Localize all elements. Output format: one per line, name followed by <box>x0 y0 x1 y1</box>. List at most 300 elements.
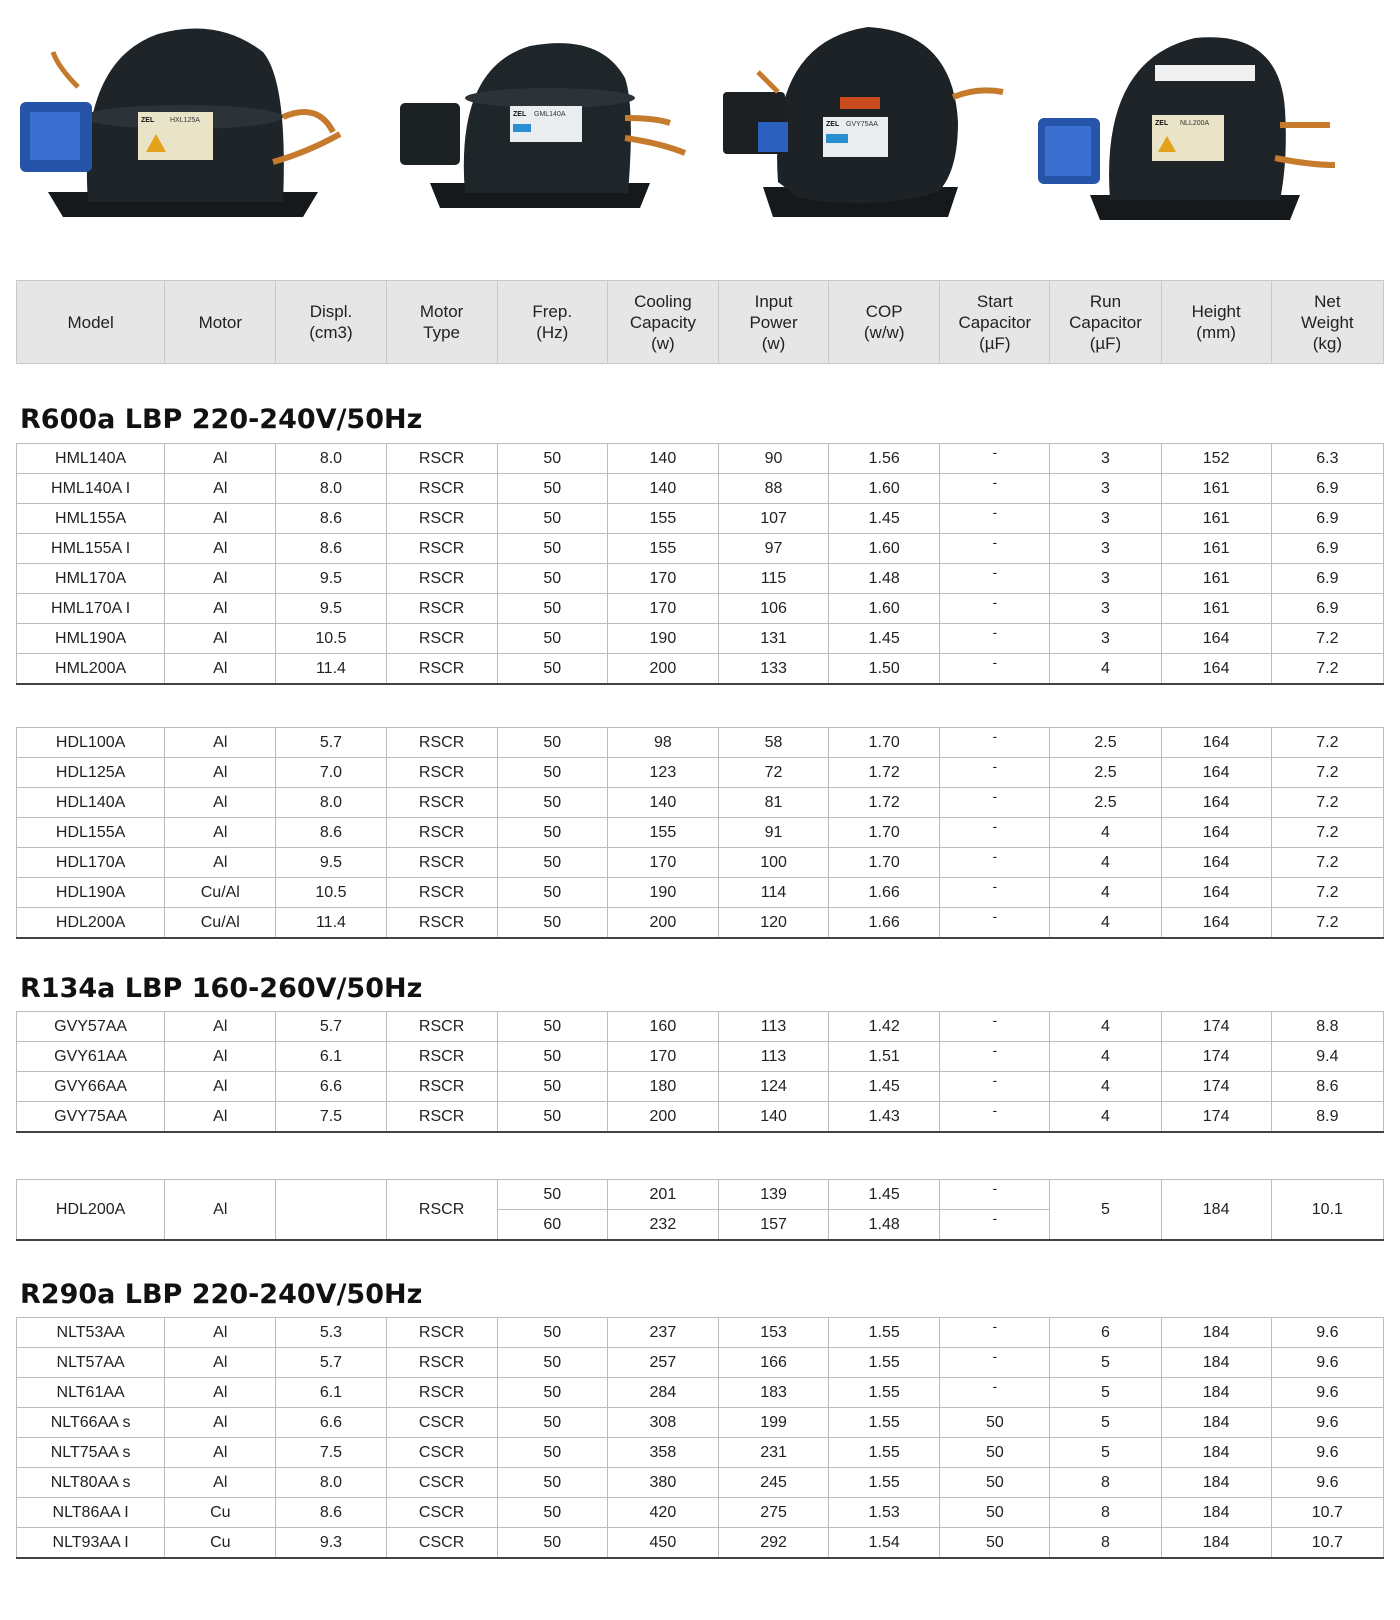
cell-displ: 8.0 <box>276 1468 386 1498</box>
header-frequency: Frep. (Hz) <box>497 281 607 364</box>
header-input-power: Input Power (w) <box>718 281 828 364</box>
cell-motor-type: RSCR <box>386 444 497 474</box>
cell-motor: Cu <box>165 1528 276 1559</box>
table-row <box>17 1180 1384 1210</box>
cell-start-capacitor: - <box>940 1012 1050 1042</box>
table-row <box>17 1042 1384 1072</box>
cell-run-capacitor: 8 <box>1050 1468 1161 1498</box>
cell-run-capacitor: 3 <box>1050 594 1161 624</box>
cell-net-weight: 7.2 <box>1271 728 1383 758</box>
cell-net-weight: 8.6 <box>1271 1072 1383 1102</box>
cell-motor-type: CSCR <box>386 1528 497 1559</box>
spec-table-r600a-hml <box>16 443 1384 685</box>
cell-cop: 1.70 <box>829 728 940 758</box>
cell-cooling-capacity: 190 <box>607 624 718 654</box>
cell-height: 164 <box>1161 908 1271 939</box>
cell-cooling-capacity: 140 <box>607 788 718 818</box>
cell-height: 161 <box>1161 594 1271 624</box>
cell-cop: 1.55 <box>829 1348 940 1378</box>
table-row <box>17 1012 1384 1042</box>
cell-displ: 10.5 <box>276 624 386 654</box>
cell-cooling-capacity: 237 <box>607 1318 718 1348</box>
header-row <box>17 281 1384 364</box>
cell-height: 184 <box>1161 1498 1271 1528</box>
table-row <box>17 474 1384 504</box>
cell-input-power: 199 <box>718 1408 828 1438</box>
cell-net-weight: 9.6 <box>1271 1408 1383 1438</box>
cell-start-capacitor: - <box>940 1102 1050 1133</box>
cell-run-capacitor: 3 <box>1050 564 1161 594</box>
cell-start-capacitor: - <box>940 878 1050 908</box>
cell-height: 184 <box>1161 1438 1271 1468</box>
cell-height: 174 <box>1161 1102 1271 1133</box>
cell-input-power: 139 <box>718 1180 828 1210</box>
cell-motor-type: RSCR <box>386 1318 497 1348</box>
cell-start-capacitor: - <box>940 1180 1050 1210</box>
cell-cooling-capacity: 155 <box>607 534 718 564</box>
cell-motor-type: RSCR <box>386 908 497 939</box>
cell-input-power: 131 <box>718 624 828 654</box>
cell-input-power: 124 <box>718 1072 828 1102</box>
cell-start-capacitor: - <box>940 534 1050 564</box>
cell-start-capacitor: - <box>940 594 1050 624</box>
cell-motor-type: RSCR <box>386 594 497 624</box>
cell-motor-type: CSCR <box>386 1438 497 1468</box>
cell-run-capacitor: 4 <box>1050 848 1161 878</box>
cell-net-weight: 9.6 <box>1271 1378 1383 1408</box>
cell-motor: Al <box>165 1348 276 1378</box>
cell-frequency: 50 <box>497 1528 607 1559</box>
cell-height: 184 <box>1161 1468 1271 1498</box>
cell-motor: Al <box>165 534 276 564</box>
svg-text:ZEL: ZEL <box>513 111 527 118</box>
cell-frequency: 50 <box>497 818 607 848</box>
cell-run-capacitor: 4 <box>1050 1102 1161 1133</box>
cell-motor: Al <box>165 1438 276 1468</box>
cell-cooling-capacity: 308 <box>607 1408 718 1438</box>
cell-model: HDL125A <box>17 758 165 788</box>
cell-displ: 9.5 <box>276 564 386 594</box>
cell-height: 184 <box>1161 1318 1271 1348</box>
cell-cop: 1.55 <box>829 1438 940 1468</box>
cell-frequency: 50 <box>497 728 607 758</box>
cell-model: HML140A <box>17 444 165 474</box>
cell-start-capacitor: - <box>940 654 1050 685</box>
cell-frequency: 50 <box>497 564 607 594</box>
cell-model: NLT53AA <box>17 1318 165 1348</box>
compressor-image-3 <box>718 22 1008 222</box>
cell-frequency: 50 <box>497 878 607 908</box>
cell-start-capacitor: - <box>940 564 1050 594</box>
cell-run-capacitor: 3 <box>1050 474 1161 504</box>
cell-displ: 8.0 <box>276 788 386 818</box>
cell-motor-type: RSCR <box>386 504 497 534</box>
cell-motor: Al <box>165 1102 276 1133</box>
cell-cop: 1.53 <box>829 1498 940 1528</box>
cell-motor: Al <box>165 758 276 788</box>
cell-model: NLT80AA s <box>17 1468 165 1498</box>
cell-displ: 6.1 <box>276 1378 386 1408</box>
cell-displ: 5.7 <box>276 728 386 758</box>
cell-start-capacitor: 50 <box>940 1528 1050 1559</box>
cell-displ: 8.6 <box>276 1498 386 1528</box>
cell-input-power: 140 <box>718 1102 828 1133</box>
cell-model: HML155A I <box>17 534 165 564</box>
cell-frequency: 50 <box>497 654 607 685</box>
cell-motor: Al <box>165 1408 276 1438</box>
table-row <box>17 654 1384 685</box>
cell-input-power: 90 <box>718 444 828 474</box>
cell-input-power: 292 <box>718 1528 828 1559</box>
cell-cop: 1.45 <box>829 624 940 654</box>
cell-run-capacitor: 5 <box>1050 1408 1161 1438</box>
cell-net-weight: 6.9 <box>1271 564 1383 594</box>
cell-start-capacitor: - <box>940 1072 1050 1102</box>
cell-input-power: 97 <box>718 534 828 564</box>
cell-frequency: 50 <box>497 1498 607 1528</box>
cell-motor: Al <box>165 474 276 504</box>
cell-height: 164 <box>1161 878 1271 908</box>
cell-cop: 1.42 <box>829 1012 940 1042</box>
cell-cooling-capacity: 170 <box>607 1042 718 1072</box>
cell-displ: 7.5 <box>276 1438 386 1468</box>
cell-frequency: 50 <box>497 1468 607 1498</box>
cell-net-weight: 8.8 <box>1271 1012 1383 1042</box>
cell-cop: 1.72 <box>829 788 940 818</box>
cell-displ: 7.5 <box>276 1102 386 1133</box>
cell-motor: Al <box>165 564 276 594</box>
cell-cooling-capacity: 358 <box>607 1438 718 1468</box>
cell-height: 161 <box>1161 564 1271 594</box>
cell-input-power: 153 <box>718 1318 828 1348</box>
cell-run-capacitor: 5 <box>1050 1180 1161 1241</box>
header-motor: Motor <box>165 281 276 364</box>
cell-net-weight: 9.6 <box>1271 1348 1383 1378</box>
cell-frequency: 50 <box>497 534 607 564</box>
section-title: R134a LBP 160-260V/50Hz <box>20 973 423 1004</box>
table-row <box>17 1318 1384 1348</box>
cell-run-capacitor: 3 <box>1050 504 1161 534</box>
cell-motor: Al <box>165 1318 276 1348</box>
cell-model: HML170A I <box>17 594 165 624</box>
cell-net-weight: 10.7 <box>1271 1528 1383 1559</box>
cell-motor-type: RSCR <box>386 878 497 908</box>
cell-displ: 11.4 <box>276 654 386 685</box>
cell-displ: 8.0 <box>276 444 386 474</box>
cell-frequency: 50 <box>497 1408 607 1438</box>
cell-net-weight: 9.6 <box>1271 1438 1383 1468</box>
cell-run-capacitor: 2.5 <box>1050 788 1161 818</box>
cell-input-power: 91 <box>718 818 828 848</box>
cell-frequency: 50 <box>497 594 607 624</box>
cell-run-capacitor: 4 <box>1050 1042 1161 1072</box>
cell-start-capacitor: 50 <box>940 1408 1050 1438</box>
cell-input-power: 166 <box>718 1348 828 1378</box>
table-row <box>17 1348 1384 1378</box>
cell-cooling-capacity: 170 <box>607 848 718 878</box>
section-title: R600a LBP 220-240V/50Hz <box>20 404 423 435</box>
table-row <box>17 534 1384 564</box>
cell-frequency: 50 <box>497 848 607 878</box>
cell-cooling-capacity: 170 <box>607 564 718 594</box>
cell-motor: Al <box>165 788 276 818</box>
cell-frequency: 50 <box>497 1180 607 1210</box>
cell-cooling-capacity: 123 <box>607 758 718 788</box>
cell-height: 184 <box>1161 1408 1271 1438</box>
cell-run-capacitor: 4 <box>1050 908 1161 939</box>
cell-displ: 8.6 <box>276 818 386 848</box>
cell-net-weight: 9.6 <box>1271 1468 1383 1498</box>
cell-displ: 6.1 <box>276 1042 386 1072</box>
cell-motor: Al <box>165 1468 276 1498</box>
compressor-image-1 <box>18 22 348 222</box>
svg-text:GVY75AA: GVY75AA <box>846 121 878 128</box>
cell-motor-type: RSCR <box>386 564 497 594</box>
header-start-capacitor: Start Capacitor (µF) <box>940 281 1050 364</box>
cell-motor-type: RSCR <box>386 1102 497 1133</box>
cell-frequency: 50 <box>497 1348 607 1378</box>
cell-model: HML155A <box>17 504 165 534</box>
cell-input-power: 72 <box>718 758 828 788</box>
cell-height: 184 <box>1161 1348 1271 1378</box>
cell-frequency: 50 <box>497 1102 607 1133</box>
header-displ: Displ. (cm3) <box>276 281 386 364</box>
cell-displ: 5.3 <box>276 1318 386 1348</box>
cell-height: 164 <box>1161 788 1271 818</box>
cell-model: NLT61AA <box>17 1378 165 1408</box>
cell-cop: 1.70 <box>829 848 940 878</box>
cell-model: GVY61AA <box>17 1042 165 1072</box>
cell-start-capacitor: - <box>940 788 1050 818</box>
svg-text:ZEL: ZEL <box>141 117 155 124</box>
cell-model: HML190A <box>17 624 165 654</box>
cell-frequency: 50 <box>497 504 607 534</box>
cell-run-capacitor: 4 <box>1050 818 1161 848</box>
cell-height: 184 <box>1161 1180 1271 1241</box>
cell-motor-type: RSCR <box>386 758 497 788</box>
cell-frequency: 50 <box>497 474 607 504</box>
cell-height: 174 <box>1161 1012 1271 1042</box>
cell-run-capacitor: 2.5 <box>1050 758 1161 788</box>
cell-net-weight: 6.9 <box>1271 474 1383 504</box>
cell-run-capacitor: 6 <box>1050 1318 1161 1348</box>
cell-cop: 1.45 <box>829 1180 940 1210</box>
table-row <box>17 1498 1384 1528</box>
cell-start-capacitor: - <box>940 758 1050 788</box>
cell-frequency: 50 <box>497 1438 607 1468</box>
cell-run-capacitor: 4 <box>1050 878 1161 908</box>
cell-motor-type: RSCR <box>386 624 497 654</box>
cell-motor-type: RSCR <box>386 654 497 685</box>
cell-cooling-capacity: 180 <box>607 1072 718 1102</box>
table-row <box>17 908 1384 939</box>
cell-cop: 1.66 <box>829 878 940 908</box>
product-images <box>0 0 1400 270</box>
cell-net-weight: 8.9 <box>1271 1102 1383 1133</box>
cell-motor: Cu <box>165 1498 276 1528</box>
cell-cooling-capacity: 450 <box>607 1528 718 1559</box>
cell-input-power: 81 <box>718 788 828 818</box>
cell-motor: Al <box>165 848 276 878</box>
cell-cop: 1.70 <box>829 818 940 848</box>
cell-net-weight: 6.3 <box>1271 444 1383 474</box>
cell-motor-type: RSCR <box>386 1180 497 1241</box>
cell-start-capacitor: 50 <box>940 1438 1050 1468</box>
cell-motor-type: CSCR <box>386 1468 497 1498</box>
cell-height: 152 <box>1161 444 1271 474</box>
cell-model: NLT57AA <box>17 1348 165 1378</box>
cell-cooling-capacity: 200 <box>607 908 718 939</box>
cell-motor-type: RSCR <box>386 534 497 564</box>
cell-net-weight: 7.2 <box>1271 848 1383 878</box>
cell-cop: 1.66 <box>829 908 940 939</box>
table-row <box>17 848 1384 878</box>
cell-run-capacitor: 4 <box>1050 654 1161 685</box>
cell-run-capacitor: 5 <box>1050 1378 1161 1408</box>
cell-motor-type: RSCR <box>386 1072 497 1102</box>
cell-net-weight: 7.2 <box>1271 624 1383 654</box>
cell-height: 164 <box>1161 848 1271 878</box>
cell-frequency: 50 <box>497 908 607 939</box>
cell-motor-type: CSCR <box>386 1498 497 1528</box>
cell-run-capacitor: 5 <box>1050 1438 1161 1468</box>
cell-motor: Al <box>165 1012 276 1042</box>
cell-cooling-capacity: 420 <box>607 1498 718 1528</box>
cell-motor-type: RSCR <box>386 1378 497 1408</box>
table-row <box>17 878 1384 908</box>
cell-run-capacitor: 8 <box>1050 1528 1161 1559</box>
cell-start-capacitor: - <box>940 504 1050 534</box>
cell-frequency: 50 <box>497 444 607 474</box>
cell-input-power: 107 <box>718 504 828 534</box>
cell-run-capacitor: 5 <box>1050 1348 1161 1378</box>
cell-height: 164 <box>1161 654 1271 685</box>
cell-net-weight: 9.4 <box>1271 1042 1383 1072</box>
cell-cop: 1.60 <box>829 594 940 624</box>
cell-input-power: 231 <box>718 1438 828 1468</box>
table-row <box>17 564 1384 594</box>
cell-model: HML140A I <box>17 474 165 504</box>
cell-height: 161 <box>1161 474 1271 504</box>
svg-text:ZEL: ZEL <box>826 121 840 128</box>
cell-start-capacitor: 50 <box>940 1498 1050 1528</box>
header-cooling-capacity: Cooling Capacity (w) <box>607 281 718 364</box>
cell-cooling-capacity: 98 <box>607 728 718 758</box>
cell-height: 174 <box>1161 1072 1271 1102</box>
cell-run-capacitor: 3 <box>1050 624 1161 654</box>
table-row <box>17 1102 1384 1133</box>
cell-input-power: 106 <box>718 594 828 624</box>
table-row <box>17 594 1384 624</box>
cell-displ: 5.7 <box>276 1012 386 1042</box>
spec-table-r134a-hdl200a <box>16 1179 1384 1241</box>
cell-net-weight: 10.7 <box>1271 1498 1383 1528</box>
spec-table-r290a-nlt <box>16 1317 1384 1559</box>
cell-motor: Al <box>165 1378 276 1408</box>
cell-motor-type: RSCR <box>386 1042 497 1072</box>
cell-model: NLT66AA s <box>17 1408 165 1438</box>
cell-cop: 1.43 <box>829 1102 940 1133</box>
cell-displ: 6.6 <box>276 1408 386 1438</box>
cell-cooling-capacity: 232 <box>607 1210 718 1241</box>
cell-motor-type: RSCR <box>386 788 497 818</box>
cell-model: HML200A <box>17 654 165 685</box>
compressor-image-2 <box>400 28 700 218</box>
cell-frequency: 50 <box>497 1318 607 1348</box>
cell-model: NLT86AA I <box>17 1498 165 1528</box>
cell-start-capacitor: - <box>940 1348 1050 1378</box>
cell-height: 161 <box>1161 534 1271 564</box>
cell-model: HDL140A <box>17 788 165 818</box>
cell-net-weight: 6.9 <box>1271 594 1383 624</box>
cell-start-capacitor: - <box>940 848 1050 878</box>
cell-motor-type: RSCR <box>386 1012 497 1042</box>
cell-cop: 1.55 <box>829 1318 940 1348</box>
cell-start-capacitor: - <box>940 474 1050 504</box>
cell-displ: 6.6 <box>276 1072 386 1102</box>
cell-frequency: 50 <box>497 1378 607 1408</box>
cell-model: NLT93AA I <box>17 1528 165 1559</box>
cell-input-power: 157 <box>718 1210 828 1241</box>
cell-start-capacitor: - <box>940 818 1050 848</box>
cell-model: HDL100A <box>17 728 165 758</box>
cell-model: HDL200A <box>17 1180 165 1241</box>
cell-input-power: 113 <box>718 1042 828 1072</box>
header-motor-type: Motor Type <box>386 281 497 364</box>
spec-table-r134a-gvy <box>16 1011 1384 1133</box>
label-text: HXL125A <box>170 117 200 124</box>
cell-net-weight: 7.2 <box>1271 788 1383 818</box>
cell-height: 174 <box>1161 1042 1271 1072</box>
cell-cooling-capacity: 257 <box>607 1348 718 1378</box>
cell-displ: 8.6 <box>276 534 386 564</box>
cell-motor: Al <box>165 504 276 534</box>
cell-model: GVY66AA <box>17 1072 165 1102</box>
cell-cooling-capacity: 380 <box>607 1468 718 1498</box>
cell-displ: 11.4 <box>276 908 386 939</box>
cell-cooling-capacity: 160 <box>607 1012 718 1042</box>
cell-input-power: 88 <box>718 474 828 504</box>
cell-model: NLT75AA s <box>17 1438 165 1468</box>
cell-cooling-capacity: 284 <box>607 1378 718 1408</box>
cell-motor: Al <box>165 728 276 758</box>
header-model: Model <box>17 281 165 364</box>
cell-motor-type: RSCR <box>386 474 497 504</box>
cell-frequency: 50 <box>497 788 607 818</box>
cell-cop: 1.55 <box>829 1468 940 1498</box>
cell-cooling-capacity: 140 <box>607 474 718 504</box>
cell-displ: 8.0 <box>276 474 386 504</box>
table-row <box>17 1468 1384 1498</box>
cell-displ: 9.3 <box>276 1528 386 1559</box>
cell-motor: Al <box>165 818 276 848</box>
section-title: R290a LBP 220-240V/50Hz <box>20 1279 423 1310</box>
cell-frequency: 50 <box>497 758 607 788</box>
cell-model: HML170A <box>17 564 165 594</box>
cell-motor: Al <box>165 444 276 474</box>
table-row <box>17 788 1384 818</box>
table-row <box>17 758 1384 788</box>
cell-displ: 7.0 <box>276 758 386 788</box>
cell-frequency: 50 <box>497 1042 607 1072</box>
cell-frequency: 50 <box>497 624 607 654</box>
cell-cop: 1.55 <box>829 1378 940 1408</box>
cell-input-power: 275 <box>718 1498 828 1528</box>
cell-motor: Al <box>165 594 276 624</box>
cell-height: 164 <box>1161 758 1271 788</box>
cell-input-power: 100 <box>718 848 828 878</box>
column-header-table <box>16 280 1384 364</box>
